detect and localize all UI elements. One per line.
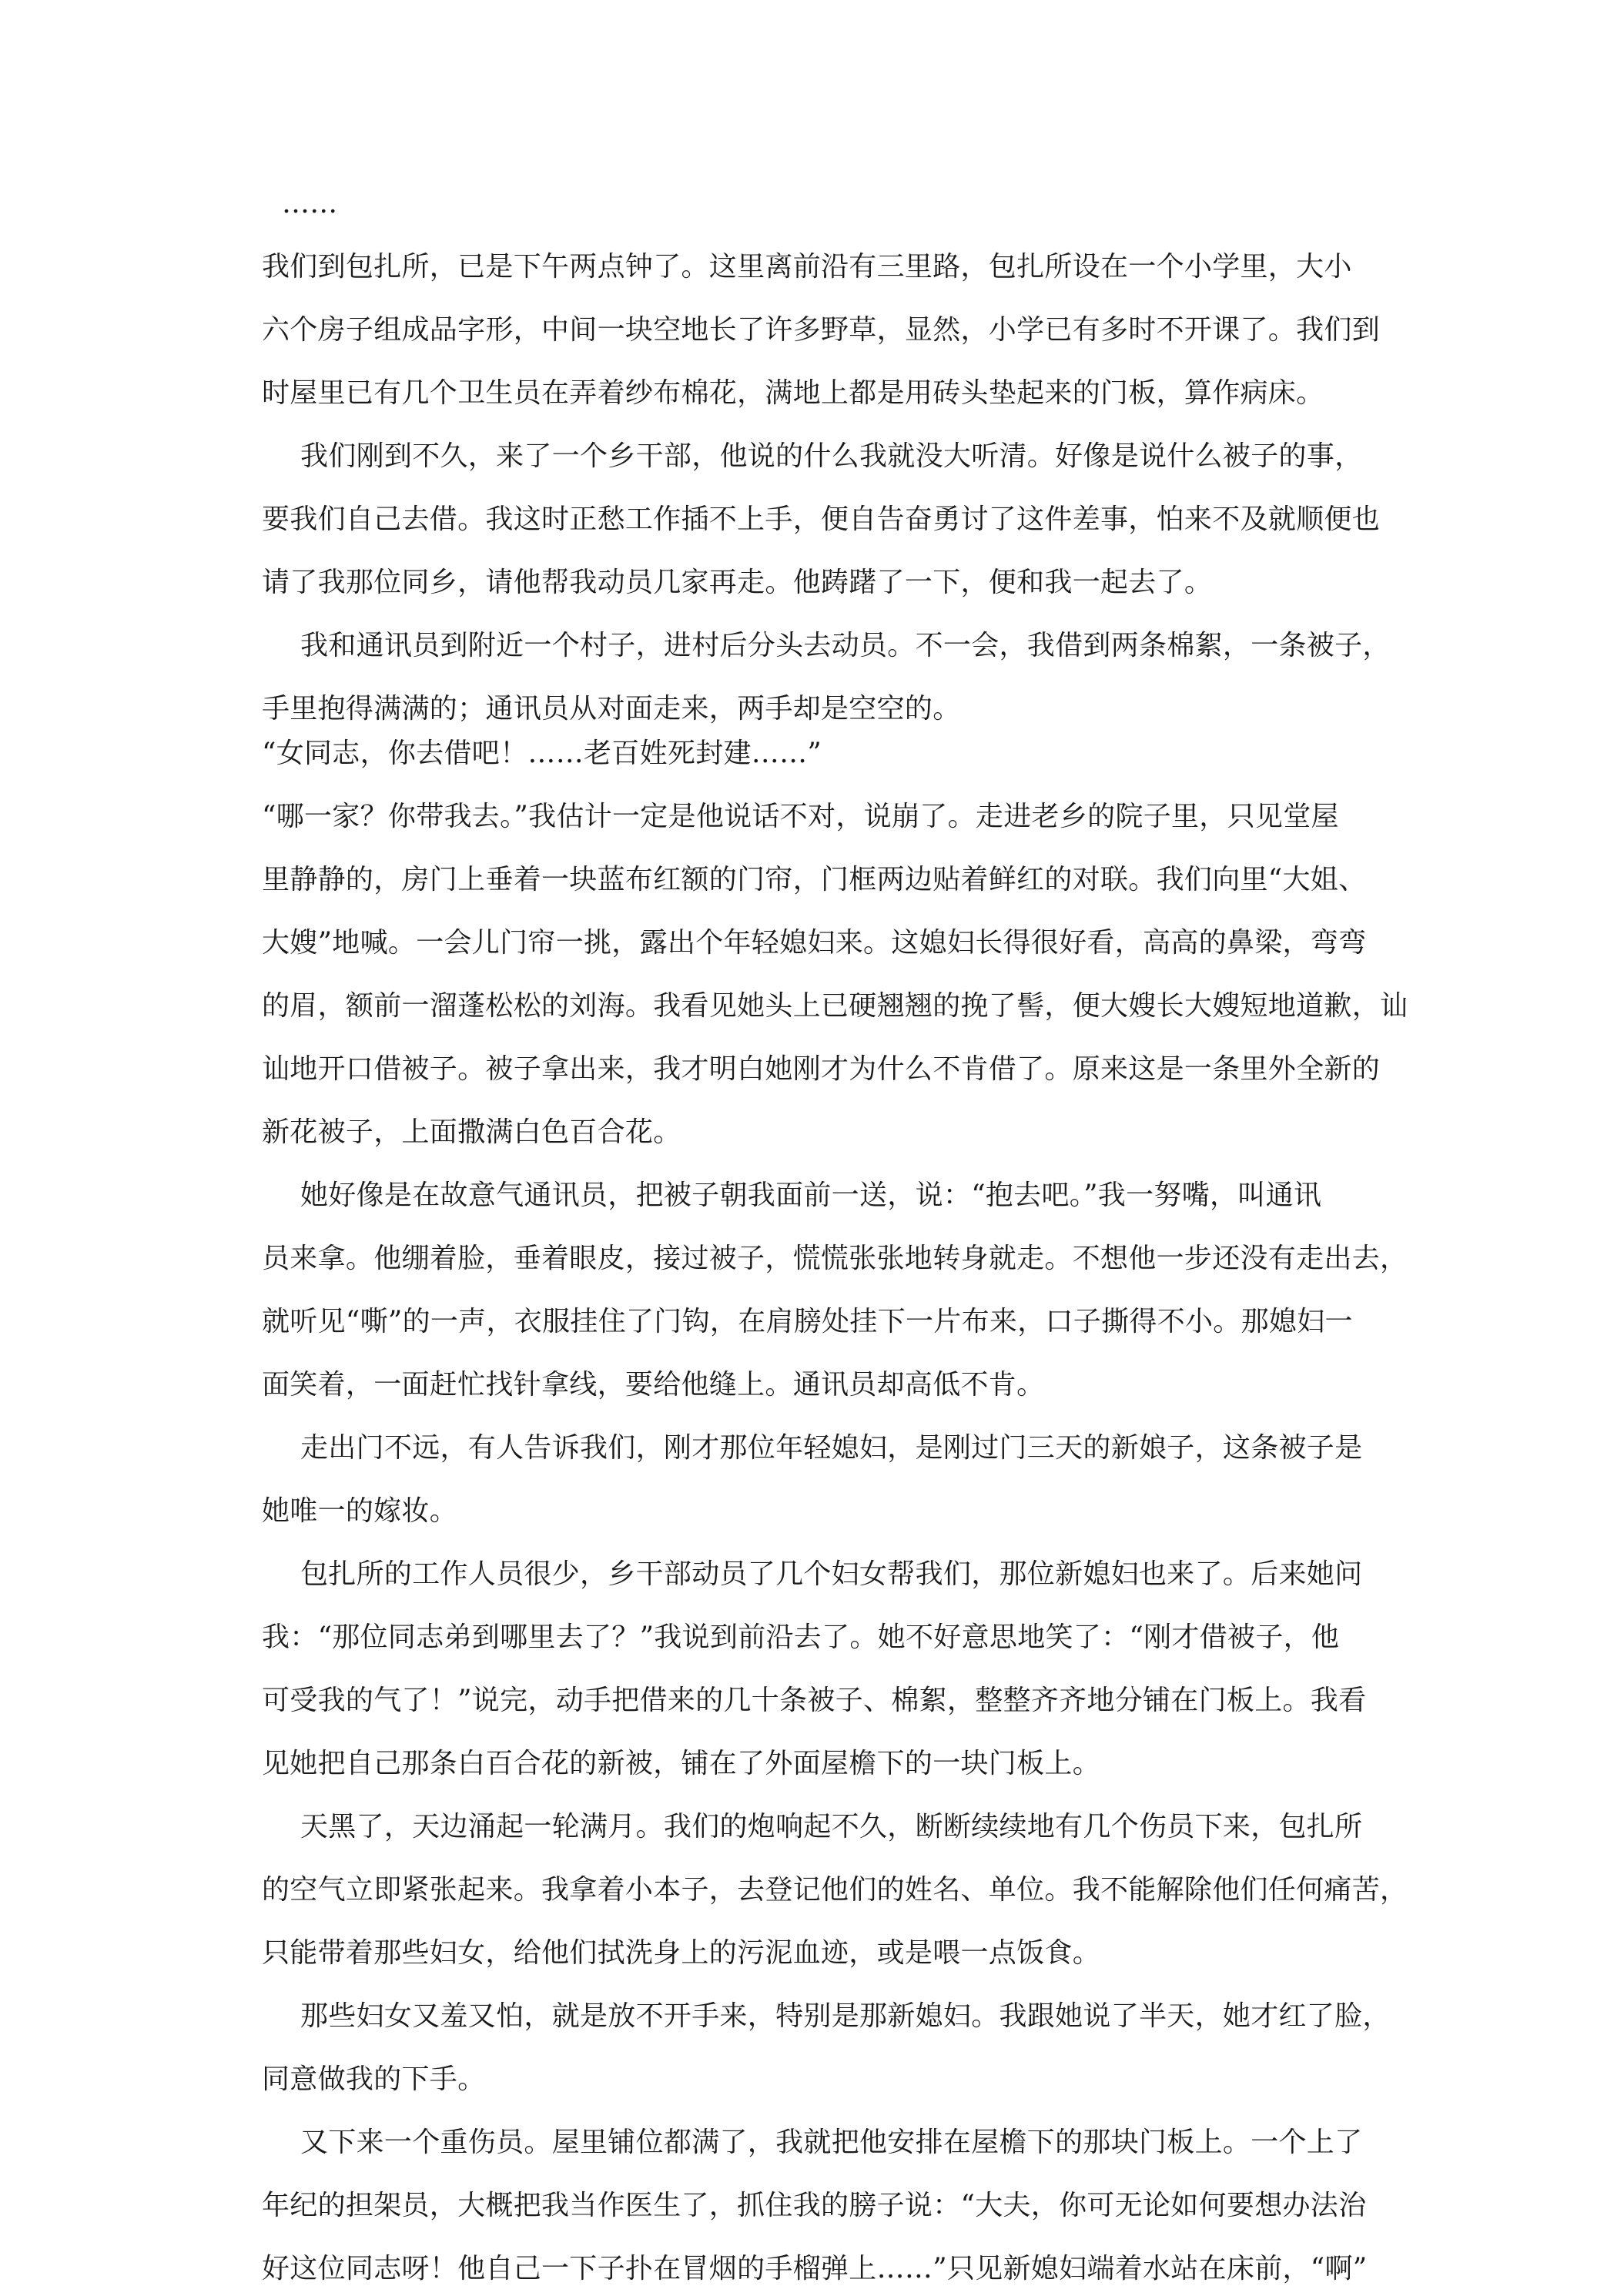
text-line: 年纪的担架员，大概把我当作医生了，抓住我的膀子说：“大夫，你可无论如何要想办法治 [262, 2190, 1367, 2221]
text-line: 大嫂”地喊。一会儿门帘一挑，露出个年轻媳妇来。这媳妇长得很好看，高高的鼻梁，弯弯 [262, 927, 1367, 959]
text-line: 同意做我的下手。 [262, 2063, 486, 2095]
ellipsis-line: …… [282, 188, 338, 219]
text-line: 六个房子组成品字形，中间一块空地长了许多野草，显然，小学已有多时不开课了。我们到 [262, 314, 1381, 346]
text-line: 手里抱得满满的；通讯员从对面走来，两手却是空空的。 [262, 693, 961, 725]
text-line: 讪地开口借被子。被子拿出来，我才明白她刚才为什么不肯借了。原来这是一条里外全新的 [262, 1053, 1381, 1085]
text-line: 就听见“嘶”的一声，衣服挂住了门钩，在肩膀处挂下一片布来，口子撕得不小。那媳妇一 [262, 1306, 1353, 1337]
text-line: 好这位同志呀！他自己一下子扑在冒烟的手榴弹上……”只见新媳妇端着水站在床前，“啊” [262, 2253, 1368, 2284]
text-line: 的眉，额前一溜蓬松松的刘海。我看见她头上已硬翘翘的挽了髻，便大嫂长大嫂短地道歉，讪 [262, 990, 1408, 1022]
text-line: 里静静的，房门上垂着一块蓝布红额的门帘，门框两边贴着鲜红的对联。我们向里“大姐、 [262, 864, 1367, 895]
text-line: 时屋里已有几个卫生员在弄着纱布棉花，满地上都是用砖头垫起来的门板，算作病床。 [262, 377, 1324, 409]
text-line: 新花被子，上面撒满白色百合花。 [262, 1116, 681, 1148]
text-line: 请了我那位同乡，请他帮我动员几家再走。他踌躇了一下，便和我一起去了。 [262, 567, 1213, 598]
text-line: 她好像是在故意气通讯员，把被子朝我面前一送，说：“抱去吧。”我一努嘴，叫通讯 [300, 1180, 1322, 1211]
text-line: 见她把自己那条白百合花的新被，铺在了外面屋檐下的一块门板上。 [262, 1748, 1101, 1779]
text-line: 她唯一的嫁妆。 [262, 1495, 458, 1527]
text-line: 可受我的气了！”说完，动手把借来的几十条被子、棉絮，整整齐齐地分铺在门板上。我看 [262, 1685, 1367, 1716]
text-line: 要我们自己去借。我这时正愁工作插不上手，便自告奋勇讨了这件差事，怕来不及就顺便也 [262, 504, 1381, 535]
text-line: 员来拿。他绷着脸，垂着眼皮，接过被子，慌慌张张地转身就走。不想他一步还没有走出去， [262, 1243, 1408, 1274]
text-line: 我们到包扎所，已是下午两点钟了。这里离前沿有三里路，包扎所设在一个小学里，大小 [262, 251, 1352, 283]
text-line: 面笑着，一面赶忙找针拿线，要给他缝上。通讯员却高低不肯。 [262, 1369, 1045, 1401]
text-line: 那些妇女又羞又怕，就是放不开手来，特别是那新媳妇。我跟她说了半天，她才红了脸， [300, 2000, 1391, 2032]
article-body [262, 182, 1408, 2291]
text-line: 我：“那位同志弟到哪里去了？”我说到前沿去了。她不好意思地笑了：“刚才借被子，他 [262, 1622, 1340, 1653]
text-line: 包扎所的工作人员很少，乡干部动员了几个妇女帮我们，那位新媳妇也来了。后来她问 [300, 1558, 1363, 1590]
text-line: 我们刚到不久，来了一个乡干部，他说的什么我就没大听清。好像是说什么被子的事， [300, 440, 1363, 472]
text-line: 我和通讯员到附近一个村子，进村后分头去动员。不一会，我借到两条棉絮，一条被子， [300, 630, 1391, 661]
text-line: 只能带着那些妇女，给他们拭洗身上的污泥血迹，或是喂一点饭食。 [262, 1937, 1101, 1969]
text-line: 又下来一个重伤员。屋里铺位都满了，我就把他安排在屋檐下的那块门板上。一个上了 [300, 2127, 1363, 2158]
text-line: “女同志，你去借吧！……老百姓死封建……” [262, 738, 822, 769]
text-line: 走出门不远，有人告诉我们，刚才那位年轻媳妇，是刚过门三天的新娘子，这条被子是 [300, 1432, 1363, 1464]
text-line: 的空气立即紧张起来。我拿着小本子，去登记他们的姓名、单位。我不能解除他们任何痛苦， [262, 1874, 1408, 1906]
text-line: 天黑了，天边涌起一轮满月。我们的炮响起不久，断断续续地有几个伤员下来，包扎所 [300, 1811, 1363, 1842]
text-line: “哪一家？你带我去。”我估计一定是他说话不对，说崩了。走进老乡的院子里，只见堂屋 [262, 801, 1339, 832]
